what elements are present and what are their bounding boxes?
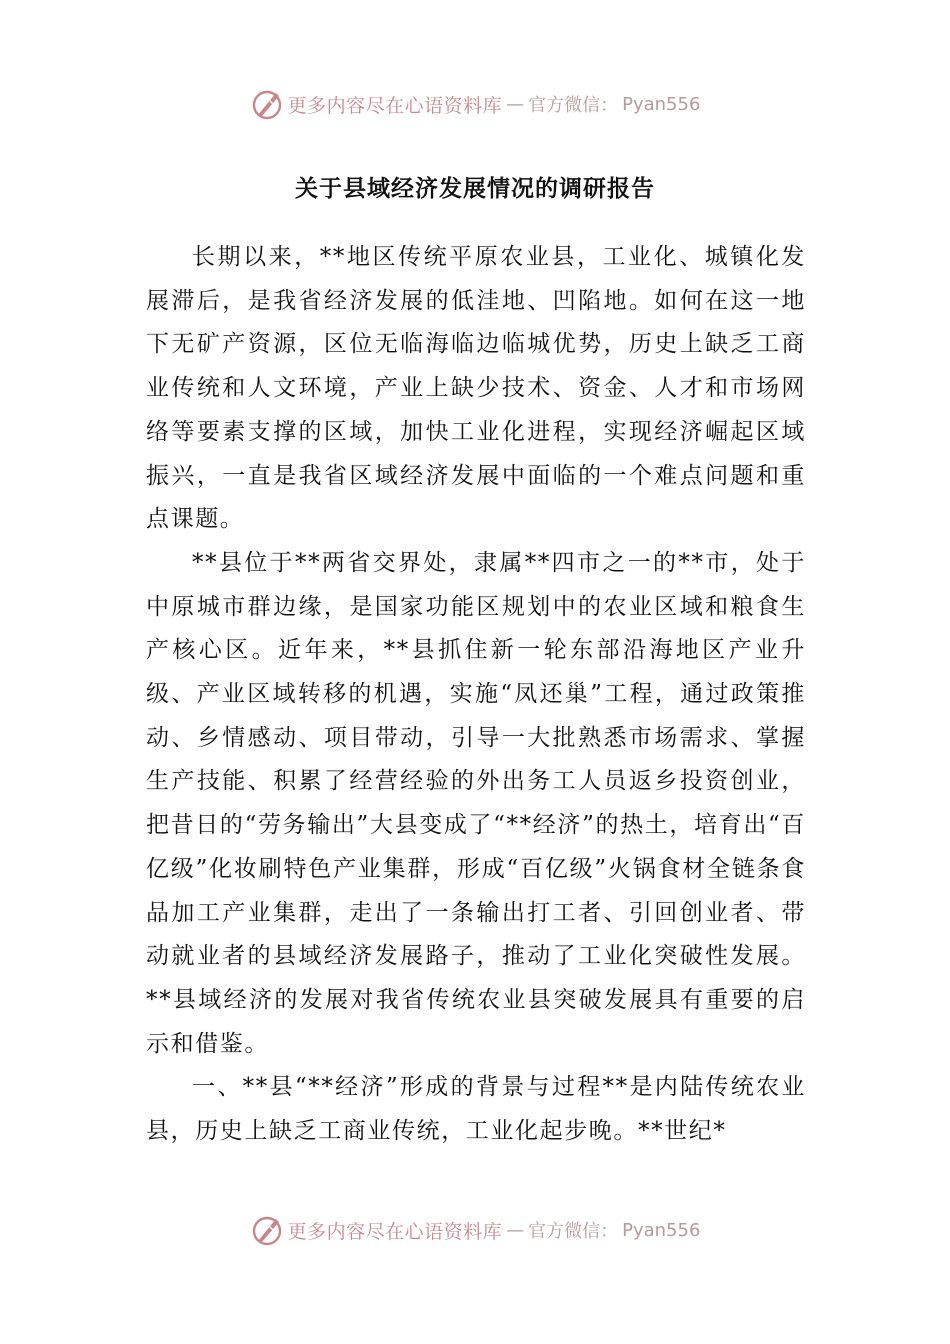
document-title: 关于县域经济发展情况的调研报告 — [295, 176, 655, 202]
watermark-main-text: 更多内容尽在心语资料库 — [287, 1220, 503, 1243]
watermark-dash: — — [506, 93, 525, 115]
paragraph-2: **县位于**两省交界处，隶属**四市之一的**市，处于中原城市群边缘，是国家功能区规划中的农业区域和粮食生产核心区。近年来，**县抓住新一轮东部沿海地区产业升级、产业区域转移的机遇，实施“凤还巢”工程，通过政策推动、乡情感动、项目带动，引导一大批熟悉市场需求、掌握生产技能、积累了经营经验的外出务工人员返乡投资创业，把昔日的“劳务输出”大县变成了“**经济”的热土，培育出“百亿级”化妆刷特色产业集群，形成“百亿级”火锅食材全链条食品加工产业集群，走出了一条输出打工者、引回创业者、带动就业者的县域经济发展路子，推动了工业化突破性发展。**县域经济的发展对我省传统农业县突破发展具有重要的启示和借鉴。 — [146, 549, 806, 1057]
paragraph-1: 长期以来，**地区传统平原农业县，工业化、城镇化发展滞后，是我省经济发展的低洼地、凹陷地。如何在这一地下无矿产资源，区位无临海临边临城优势，历史上缺乏工商业传统和人文环境，产业上缺少技术、资金、人才和市场网络等要素支撑的区域，加快工业化进程，实现经济崛起区域振兴，一直是我省区域经济发展中面临的一个难点问题和重点课题。 — [146, 244, 806, 533]
quill-pen-circle-icon — [250, 87, 284, 121]
header-watermark-banner — [0, 84, 950, 124]
paragraph-3: 一、**县“**经济”形成的背景与过程**是内陆传统农业县，历史上缺乏工商业传统，工业化起步晚。**世纪* — [146, 1074, 806, 1145]
watermark-main-text: 更多内容尽在心语资料库 — [287, 94, 503, 117]
footer-watermark-banner — [0, 1210, 950, 1250]
watermark-content — [250, 87, 701, 121]
watermark-handle: Pyan556 — [622, 1219, 701, 1241]
document-body — [146, 236, 806, 1154]
watermark-dash: — — [506, 1219, 525, 1241]
watermark-sub-label: 官方微信： — [528, 1221, 619, 1242]
quill-pen-circle-icon — [250, 1213, 284, 1247]
watermark-handle: Pyan556 — [622, 93, 701, 115]
watermark-content — [250, 1213, 701, 1247]
watermark-sub-label: 官方微信： — [528, 95, 619, 116]
